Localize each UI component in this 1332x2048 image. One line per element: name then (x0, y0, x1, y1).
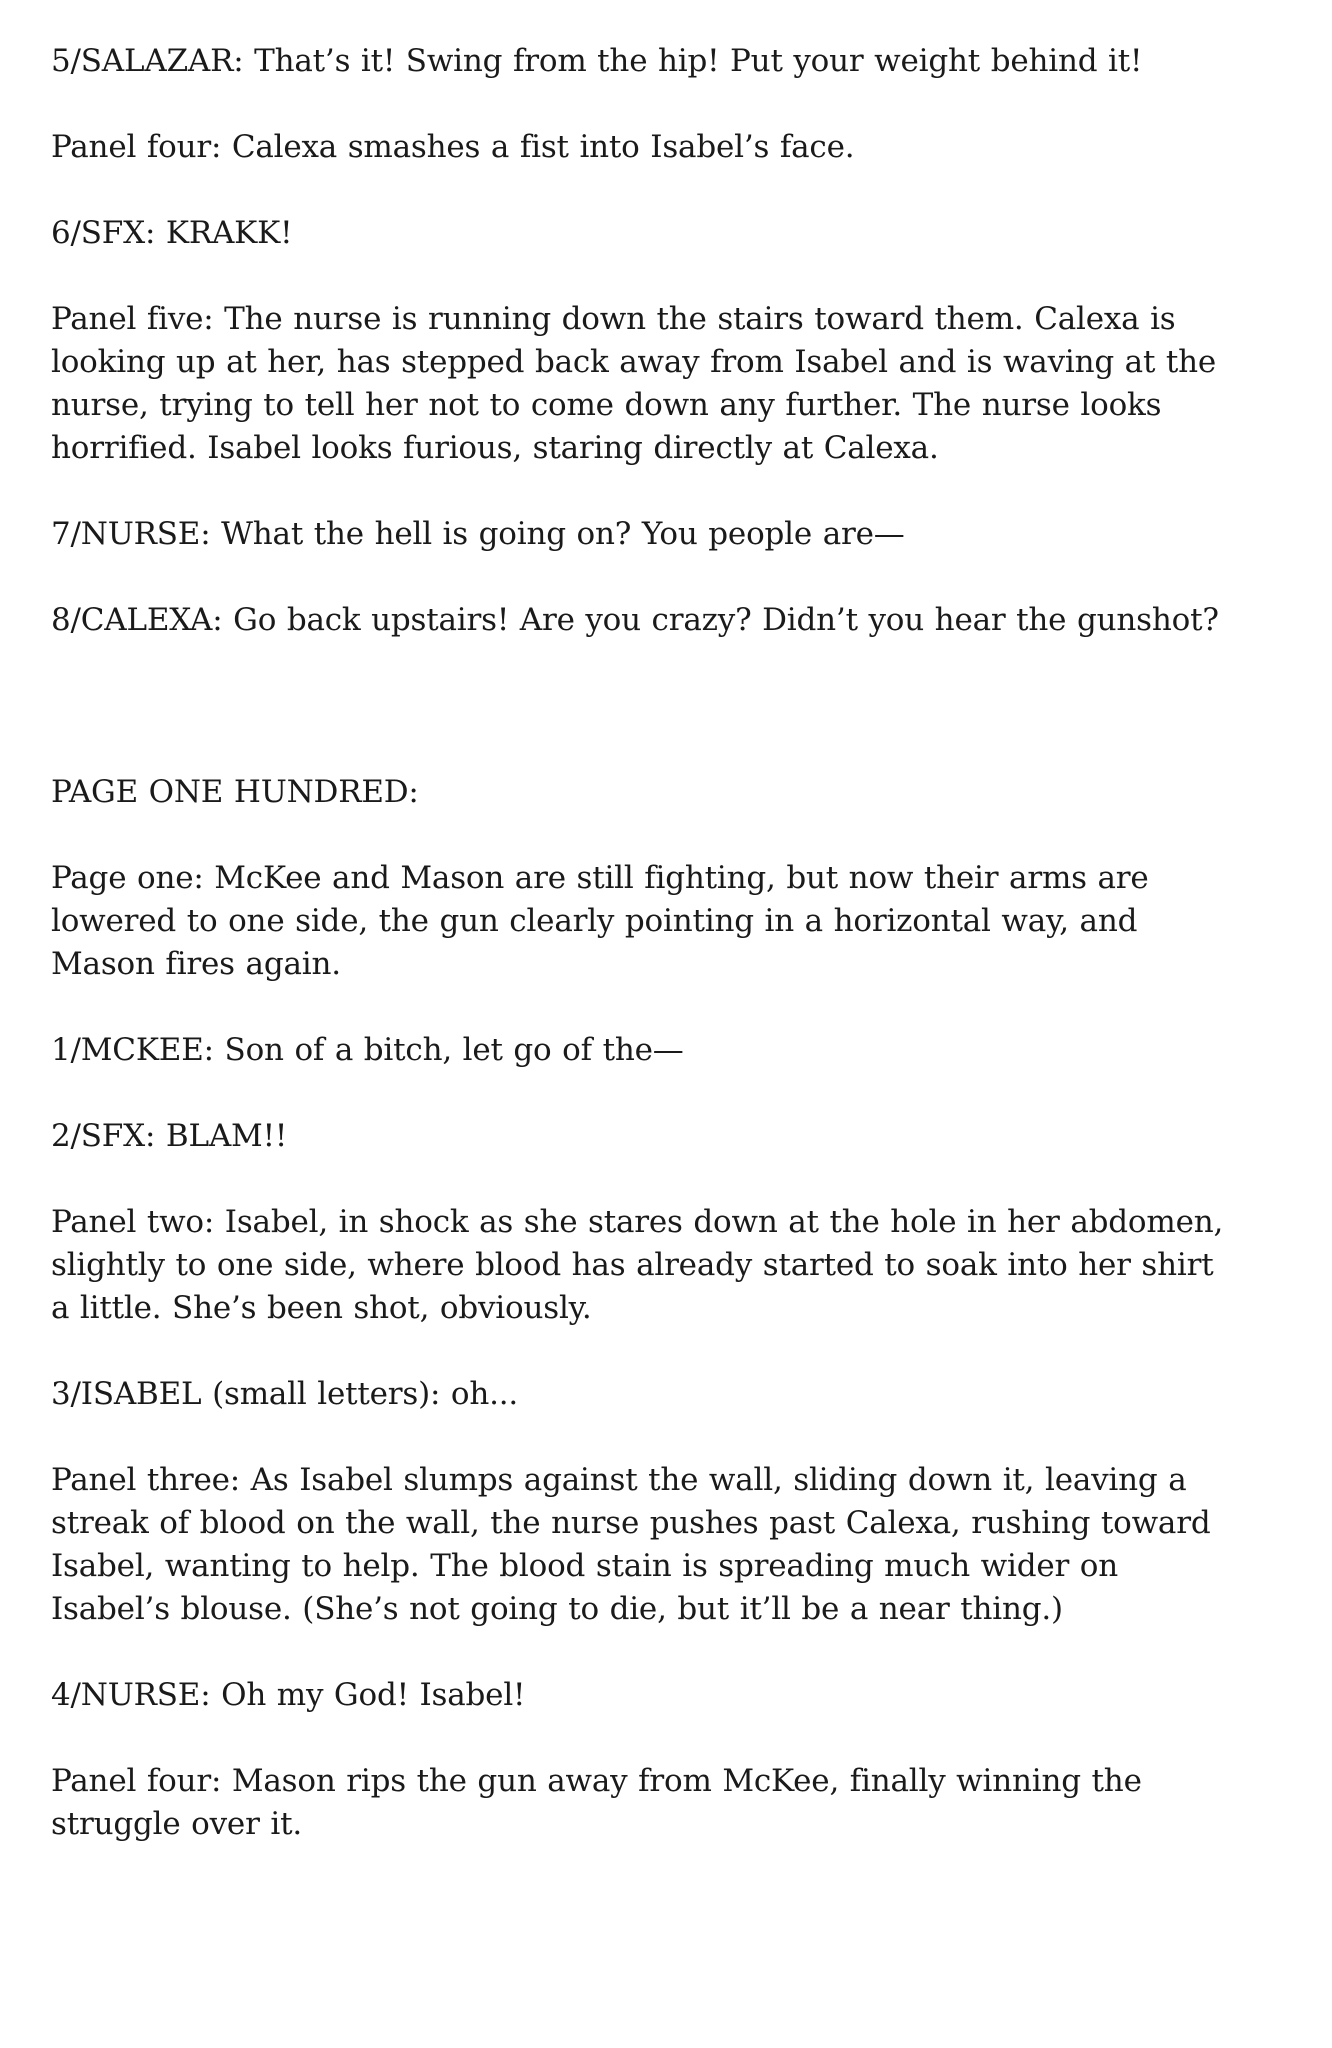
script-text (51, 40, 1231, 1846)
sfx-krakk: 6/SFX: KRAKK! (51, 215, 293, 251)
dialogue-isabel-3: 3/ISABEL (small letters): oh... (51, 1376, 519, 1412)
dialogue-calexa-8: 8/CALEXA: Go back upstairs! Are you crazy? Didn’t you hear the gunshot? (51, 602, 1219, 638)
page-one-description: Page one: McKee and Mason are still fighting, but now their arms are lowered to one side, the gun clearly pointing in a horizontal way, and Mason fires again. (51, 860, 1149, 982)
panel-four-final-description: Panel four: Mason rips the gun away from McKee, finally winning the struggle over it. (51, 1763, 1142, 1842)
panel-five-description: Panel five: The nurse is running down the stairs toward them. Calexa is looking up at her, has stepped back away from Isabel and is waving at the nurse, trying to tell her not to come down any further. The nurse looks horrified. Isabel looks furious, staring directly at Calexa. (51, 301, 1217, 466)
spacer (51, 83, 1231, 126)
dialogue-nurse-4: 4/NURSE: Oh my God! Isabel! (51, 1677, 526, 1713)
spacer (51, 255, 1231, 298)
spacer (51, 986, 1231, 1029)
panel-four-description: Panel four: Calexa smashes a fist into Isabel’s face. (51, 129, 855, 165)
panel-two-description: Panel two: Isabel, in shock as she stares down at the hole in her abdomen, slightly to one side, where blood has already started to soak into her shirt a little. She’s been shot, obviously. (51, 1204, 1224, 1326)
spacer (51, 1717, 1231, 1760)
spacer (51, 169, 1231, 212)
dialogue-nurse-7: 7/NURSE: What the hell is going on? You people are— (51, 516, 905, 552)
spacer (51, 1416, 1231, 1459)
spacer (51, 1631, 1231, 1674)
panel-three-description: Panel three: As Isabel slumps against the wall, sliding down it, leaving a streak of blood on the wall, the nurse pushes past Calexa, rushing toward Isabel, wanting to help. The blood stain is spreading much wider on Isabel’s blouse. (She’s not going to die, but it’ll be a near thing.) (51, 1462, 1211, 1627)
dialogue-mckee-1: 1/MCKEE: Son of a bitch, let go of the— (51, 1032, 684, 1068)
spacer (51, 470, 1231, 513)
spacer (51, 814, 1231, 857)
spacer (51, 1330, 1231, 1373)
spacer (51, 642, 1231, 771)
spacer (51, 1158, 1231, 1201)
page-heading: PAGE ONE HUNDRED: (51, 774, 419, 810)
sfx-blam: 2/SFX: BLAM!! (51, 1118, 288, 1154)
spacer (51, 1072, 1231, 1115)
spacer (51, 556, 1231, 599)
dialogue-salazar-5: 5/SALAZAR: That’s it! Swing from the hip! Put your weight behind it! (51, 43, 1143, 79)
